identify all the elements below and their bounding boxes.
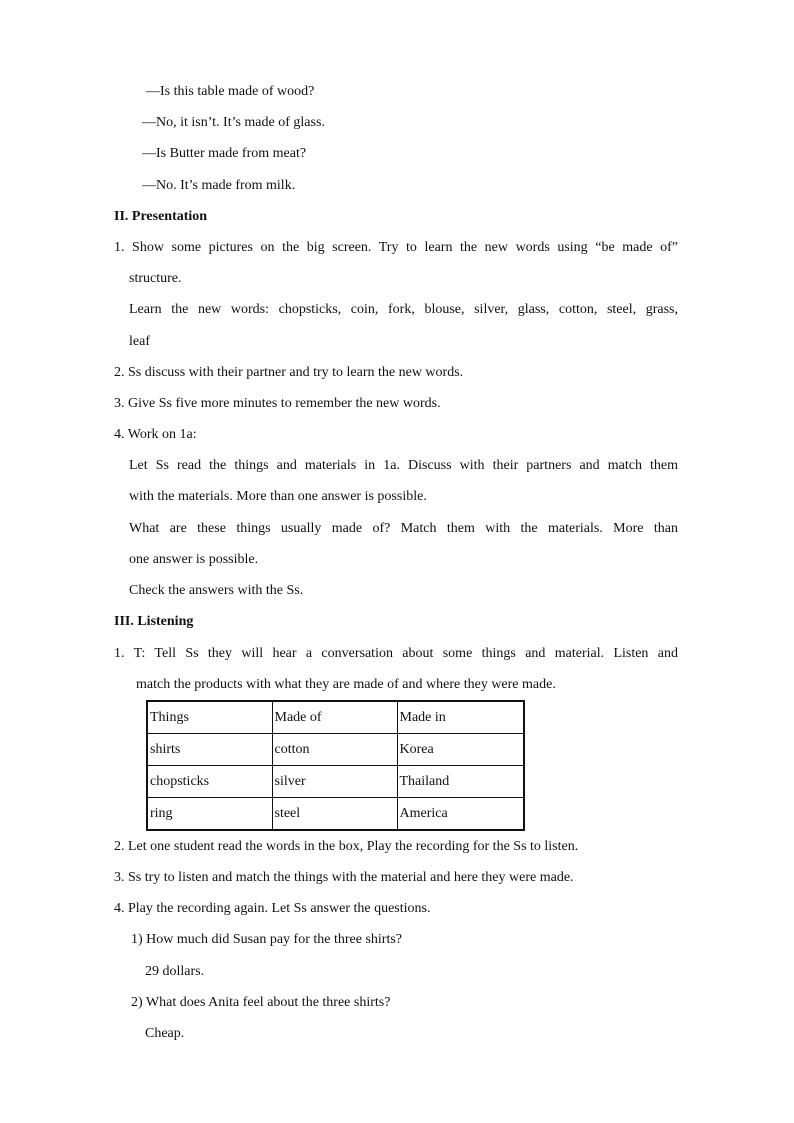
table-row (147, 766, 524, 798)
listening-item-1: 1. T: Tell Ss they will hear a conversation about some things and material. Listen and (114, 646, 678, 661)
answer-2: Cheap. (145, 1026, 185, 1041)
table-cell: shirts (147, 734, 272, 766)
presentation-new-words: Learn the new words: chopsticks, coin, fork, blouse, silver, glass, cotton, steel, grass, (129, 302, 678, 317)
table-row (147, 798, 524, 831)
table-header-cell: Things (147, 701, 272, 734)
listening-item-1-cont: match the products with what they are made of and where they were made. (136, 677, 556, 692)
listening-heading: III. Listening (114, 614, 194, 629)
table-cell: Thailand (397, 766, 524, 798)
presentation-item-1: 1. Show some pictures on the big screen. Try to learn the new words using “be made of” (114, 240, 678, 255)
dialogue-line-2: —No, it isn’t. It’s made of glass. (142, 115, 325, 130)
presentation-item-2: 2. Ss discuss with their partner and try to learn the new words. (114, 365, 464, 380)
presentation-item-4-b-cont: one answer is possible. (129, 552, 259, 567)
listening-item-2: 2. Let one student read the words in the box, Play the recording for the Ss to listen. (114, 839, 579, 854)
presentation-item-3: 3. Give Ss five more minutes to remember the new words. (114, 396, 441, 411)
table-cell: cotton (272, 734, 397, 766)
table-header-row (147, 701, 524, 734)
materials-table (146, 700, 525, 831)
answer-1: 29 dollars. (145, 964, 205, 979)
dialogue-line-1: —Is this table made of wood? (146, 84, 315, 99)
question-2: 2) What does Anita feel about the three shirts? (131, 995, 391, 1010)
table-header-cell: Made of (272, 701, 397, 734)
dialogue-line-4: —No. It’s made from milk. (142, 178, 296, 193)
table-cell: Korea (397, 734, 524, 766)
listening-item-3: 3. Ss try to listen and match the things with the material and here they were made. (114, 870, 574, 885)
presentation-item-4-a: Let Ss read the things and materials in 1a. Discuss with their partners and match them (129, 458, 678, 473)
presentation-heading: II. Presentation (114, 209, 208, 224)
table-header-cell: Made in (397, 701, 524, 734)
table-cell: steel (272, 798, 397, 831)
presentation-item-4-a-cont: with the materials. More than one answer is possible. (129, 489, 427, 504)
presentation-item-4-b: What are these things usually made of? Match them with the materials. More than (129, 521, 678, 536)
dialogue-line-3: —Is Butter made from meat? (142, 146, 307, 161)
presentation-new-words-cont: leaf (129, 334, 150, 349)
listening-item-4: 4. Play the recording again. Let Ss answer the questions. (114, 901, 431, 916)
table-cell: silver (272, 766, 397, 798)
question-1: 1) How much did Susan pay for the three shirts? (131, 932, 402, 947)
table-cell: ring (147, 798, 272, 831)
table-row (147, 734, 524, 766)
presentation-item-1-cont: structure. (129, 271, 182, 286)
table-cell: America (397, 798, 524, 831)
table-cell: chopsticks (147, 766, 272, 798)
presentation-item-4: 4. Work on 1a: (114, 427, 197, 442)
presentation-item-4-c: Check the answers with the Ss. (129, 583, 304, 598)
